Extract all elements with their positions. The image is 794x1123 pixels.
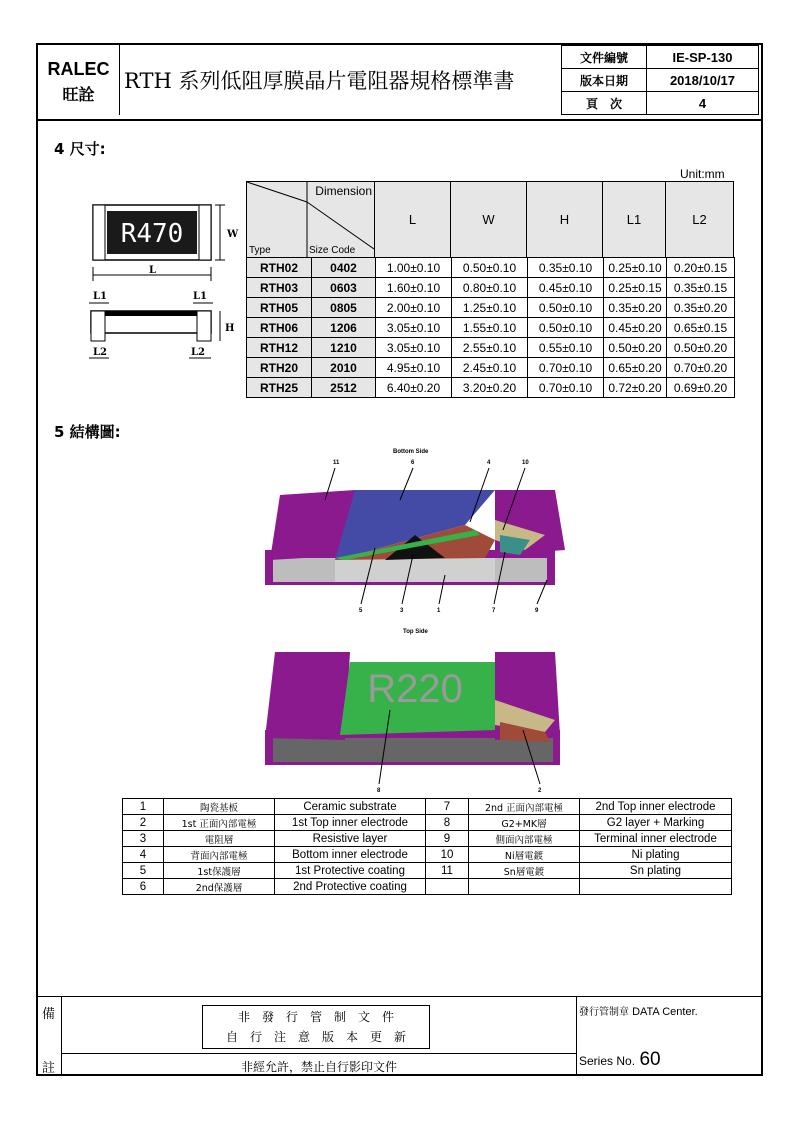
- col-header-L1: L1: [603, 182, 666, 258]
- table-row: [247, 378, 735, 398]
- cell-size: 2512: [312, 378, 376, 398]
- legend-cell-zh2: Ni層電鍍: [469, 847, 580, 863]
- cell-L: 1.60±0.10: [376, 278, 452, 298]
- l2-label-right: L2: [191, 347, 205, 358]
- l1-label-left: L1: [93, 291, 107, 302]
- callout-8: 8: [377, 788, 381, 794]
- document-footer: [36, 996, 763, 1076]
- w-label: W: [227, 229, 239, 240]
- legend-cell-en: 1st Top inner electrode: [275, 815, 426, 831]
- legend-row: [123, 847, 732, 863]
- legend-cell-en: 2nd Protective coating: [275, 879, 426, 895]
- legend-cell-zh2: [469, 879, 580, 895]
- stamp-value: DATA Center.: [632, 1006, 698, 1018]
- section-5-heading: 5 結構圖:: [54, 423, 121, 441]
- company-name-en: RALEC: [47, 59, 110, 79]
- document-title: RTH 系列低阻厚膜晶片電阻器規格標準書: [124, 69, 515, 93]
- cell-L2: 0.20±0.15: [667, 258, 735, 278]
- table-row: [247, 318, 735, 338]
- legend-cell-zh: 1st 正面內部電極: [164, 815, 275, 831]
- cell-W: 1.25±0.10: [452, 298, 528, 318]
- cell-L1: 0.25±0.10: [604, 258, 667, 278]
- callout-7: 7: [492, 608, 496, 614]
- callout-11: 11: [333, 460, 340, 466]
- cell-H: 0.50±0.10: [528, 318, 604, 338]
- legend-cell-zh2: G2+MK層: [469, 815, 580, 831]
- legend-row: [123, 799, 732, 815]
- series-value: 60: [639, 1049, 661, 1070]
- legend-cell-n: 2: [123, 815, 164, 831]
- cell-W: 1.55±0.10: [452, 318, 528, 338]
- top-side-chip: [265, 652, 560, 765]
- cell-L: 4.95±0.10: [376, 358, 452, 378]
- legend-cell-n: 1: [123, 799, 164, 815]
- cell-W: 0.80±0.10: [452, 278, 528, 298]
- cell-L2: 0.50±0.20: [667, 338, 735, 358]
- remark-column: [36, 996, 62, 1076]
- legend-cell-zh2: 2nd 正面內部電極: [469, 799, 580, 815]
- cell-L: 1.00±0.10: [376, 258, 452, 278]
- cell-size: 2010: [312, 358, 376, 378]
- doc-no: IE-SP-130: [647, 46, 759, 69]
- doc-no-label: 文件編號: [562, 46, 647, 69]
- copy-prohibited-notice: 非經允許，禁止自行影印文件: [240, 1060, 397, 1074]
- company-name-zh: 旺詮: [62, 85, 95, 104]
- cell-L2: 0.65±0.15: [667, 318, 735, 338]
- stamp-area: [576, 996, 763, 1076]
- cell-size: 1206: [312, 318, 376, 338]
- series-number: [579, 1049, 661, 1071]
- table-corner-header: [247, 182, 375, 258]
- cell-size: 0805: [312, 298, 376, 318]
- legend-cell-n: 5: [123, 863, 164, 879]
- callout-5: 5: [359, 608, 363, 614]
- unit-label: Unit:mm: [680, 167, 725, 181]
- legend-cell-n2: 11: [426, 863, 469, 879]
- legend-cell-en: Resistive layer: [275, 831, 426, 847]
- cell-L1: 0.25±0.15: [604, 278, 667, 298]
- cell-W: 3.20±0.20: [452, 378, 528, 398]
- legend-cell-en: 1st Protective coating: [275, 863, 426, 879]
- cell-type: RTH02: [247, 258, 312, 278]
- control-stamp-box: [202, 1005, 430, 1049]
- chip-marking: R470: [120, 219, 184, 249]
- l2-label-left: L2: [93, 347, 107, 358]
- structure-diagram: [255, 440, 585, 800]
- stamp-label: 發行管制章: [579, 1007, 629, 1018]
- cell-L: 3.05±0.10: [376, 318, 452, 338]
- cell-L: 6.40±0.20: [376, 378, 452, 398]
- legend-cell-en2: Ni plating: [580, 847, 732, 863]
- legend-cell-n2: 10: [426, 847, 469, 863]
- top-view-drawing: [93, 205, 239, 281]
- legend-cell-en: Ceramic substrate: [275, 799, 426, 815]
- rev-date-label: 版本日期: [562, 69, 647, 92]
- col-header-L: L: [375, 182, 451, 258]
- legend-row: [123, 863, 732, 879]
- section-4-heading: 4 尺寸:: [54, 140, 106, 158]
- top-chip-marking: R220: [367, 667, 463, 711]
- cell-L2: 0.69±0.20: [667, 378, 735, 398]
- legend-row: [123, 831, 732, 847]
- callout-2: 2: [538, 788, 542, 794]
- legend-row: [123, 815, 732, 831]
- legend-cell-zh2: Sn層電鍍: [469, 863, 580, 879]
- issue-stamp: [579, 1003, 698, 1018]
- cell-L1: 0.72±0.20: [604, 378, 667, 398]
- callout-6: 6: [411, 460, 415, 466]
- page-label: 頁 次: [562, 92, 647, 115]
- legend-cell-zh: 陶瓷基板: [164, 799, 275, 815]
- legend-row: [123, 879, 732, 895]
- cell-H: 0.35±0.10: [528, 258, 604, 278]
- cell-L: 3.05±0.10: [376, 338, 452, 358]
- table-row: [247, 298, 735, 318]
- corner-dimension-label: Dimension: [315, 184, 372, 198]
- legend-cell-n2: 9: [426, 831, 469, 847]
- legend-cell-zh2: 側面內部電極: [469, 831, 580, 847]
- cell-type: RTH25: [247, 378, 312, 398]
- l-label: L: [149, 265, 157, 276]
- table-row: [247, 278, 735, 298]
- legend-cell-en2: Terminal inner electrode: [580, 831, 732, 847]
- cell-size: 0603: [312, 278, 376, 298]
- legend-cell-n2: 7: [426, 799, 469, 815]
- corner-type-label: Type: [249, 245, 271, 256]
- l1-label-right: L1: [193, 291, 207, 302]
- col-header-W: W: [451, 182, 527, 258]
- legend-cell-en2: Sn plating: [580, 863, 732, 879]
- callout-4: 4: [487, 460, 491, 466]
- table-row: [247, 338, 735, 358]
- bottom-side-label: Bottom Side: [393, 449, 429, 455]
- legend-cell-n: 4: [123, 847, 164, 863]
- notice-line-1: 非 發 行 管 制 文 件: [237, 1010, 394, 1024]
- document-meta-table: [561, 45, 759, 115]
- cell-type: RTH05: [247, 298, 312, 318]
- cell-type: RTH03: [247, 278, 312, 298]
- cell-type: RTH20: [247, 358, 312, 378]
- legend-cell-zh: 電阻層: [164, 831, 275, 847]
- cell-W: 2.55±0.10: [452, 338, 528, 358]
- cell-L: 2.00±0.10: [376, 298, 452, 318]
- cell-L2: 0.70±0.20: [667, 358, 735, 378]
- notice-divider: [62, 1053, 576, 1054]
- header-divider: [36, 119, 763, 121]
- top-callouts: [377, 788, 542, 794]
- table-row: [247, 258, 735, 278]
- callout-10: 10: [522, 460, 529, 466]
- legend-cell-zh: 2nd保護層: [164, 879, 275, 895]
- cell-H: 0.50±0.10: [528, 298, 604, 318]
- cell-L1: 0.65±0.20: [604, 358, 667, 378]
- cell-H: 0.70±0.10: [528, 358, 604, 378]
- cell-type: RTH12: [247, 338, 312, 358]
- bottom-side-chip: [265, 490, 565, 585]
- cell-H: 0.55±0.10: [528, 338, 604, 358]
- notice-line-2: 自 行 注 意 版 本 更 新: [225, 1030, 406, 1044]
- corner-size-label: Size Code: [309, 245, 356, 256]
- cell-H: 0.45±0.10: [528, 278, 604, 298]
- legend-cell-n2: [426, 879, 469, 895]
- col-header-L2: L2: [666, 182, 734, 258]
- dimension-drawing: [85, 195, 245, 370]
- cell-L1: 0.50±0.20: [604, 338, 667, 358]
- document-header: [36, 43, 763, 119]
- cell-H: 0.70±0.10: [528, 378, 604, 398]
- h-label: H: [225, 323, 235, 334]
- dimension-table-body: [246, 257, 735, 398]
- legend-cell-n: 6: [123, 879, 164, 895]
- remark-char-1: 備: [42, 1007, 56, 1022]
- cell-L1: 0.35±0.20: [604, 298, 667, 318]
- cell-size: 0402: [312, 258, 376, 278]
- top-side-label: Top Side: [403, 629, 428, 635]
- structure-legend-table: [122, 798, 732, 895]
- legend-cell-en2: 2nd Top inner electrode: [580, 799, 732, 815]
- col-header-H: H: [527, 182, 603, 258]
- callout-1: 1: [437, 608, 441, 614]
- legend-cell-zh: 1st保護層: [164, 863, 275, 879]
- cell-L1: 0.45±0.20: [604, 318, 667, 338]
- callout-3: 3: [400, 608, 404, 614]
- legend-cell-en2: [580, 879, 732, 895]
- page-number: 4: [647, 92, 759, 115]
- legend-cell-n2: 8: [426, 815, 469, 831]
- legend-cell-n: 3: [123, 831, 164, 847]
- table-row: [247, 358, 735, 378]
- legend-cell-en2: G2 layer + Marking: [580, 815, 732, 831]
- side-view-drawing: [89, 291, 234, 358]
- legend-cell-en: Bottom inner electrode: [275, 847, 426, 863]
- notice-area: [61, 996, 577, 1076]
- legend-cell-zh: 背面內部電極: [164, 847, 275, 863]
- cell-type: RTH06: [247, 318, 312, 338]
- cell-W: 0.50±0.10: [452, 258, 528, 278]
- remark-char-2: 註: [42, 1061, 56, 1076]
- company-logo: [38, 45, 120, 115]
- cell-W: 2.45±0.10: [452, 358, 528, 378]
- dimension-table: [246, 181, 734, 258]
- cell-size: 1210: [312, 338, 376, 358]
- cell-L2: 0.35±0.20: [667, 298, 735, 318]
- cell-L2: 0.35±0.15: [667, 278, 735, 298]
- callout-9: 9: [535, 608, 539, 614]
- series-label: Series No.: [579, 1054, 636, 1068]
- rev-date: 2018/10/17: [647, 69, 759, 92]
